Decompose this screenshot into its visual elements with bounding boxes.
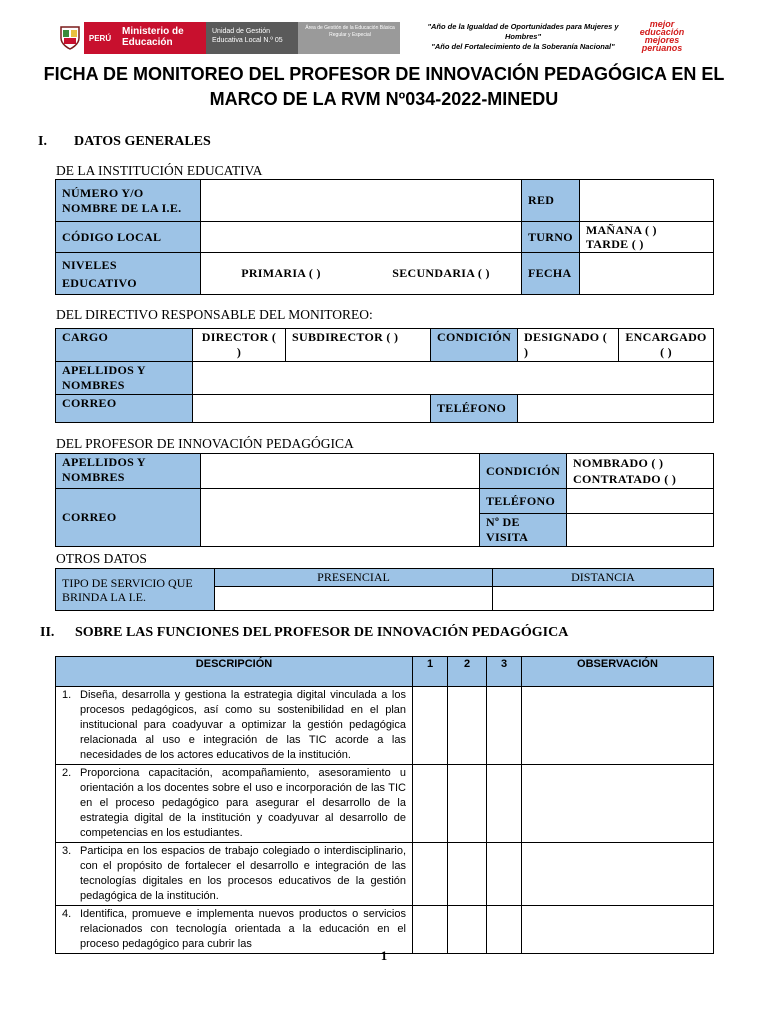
- item-1-score-1[interactable]: [413, 687, 448, 765]
- item-1-observacion[interactable]: [522, 687, 714, 765]
- profesor-table: [55, 453, 714, 547]
- function-item-4: [56, 906, 413, 954]
- nivel-primaria[interactable]: PRIMARIA ( ): [241, 266, 321, 280]
- prof-apellidos-label: APELLIDOS Y NOMBRES: [56, 454, 201, 489]
- table-row: [56, 765, 714, 843]
- item-2-score-2[interactable]: [448, 765, 487, 843]
- ie-codigo-value[interactable]: [201, 222, 522, 253]
- ugel-label: Unidad de Gestión Educativa Local N.º 05: [206, 22, 298, 54]
- ie-fecha-label: FECHA: [522, 253, 580, 295]
- function-item-3: [56, 843, 413, 906]
- dir-correo-label: CORREO: [56, 395, 193, 423]
- section2-number: II.: [40, 625, 55, 640]
- item-2-score-3[interactable]: [487, 765, 522, 843]
- ie-codigo-label: CÓDIGO LOCAL: [56, 222, 201, 253]
- ie-red-value[interactable]: [579, 180, 713, 222]
- ie-numero-value[interactable]: [201, 180, 522, 222]
- col-observacion-header: OBSERVACIÓN: [522, 657, 714, 687]
- col-1-header: 1: [413, 657, 448, 687]
- prof-nombrado-option[interactable]: NOMBRADO ( ): [573, 456, 664, 470]
- dir-cargo-label: CARGO: [56, 329, 193, 362]
- ie-niveles-options: [201, 253, 522, 295]
- col-descripcion-header: DESCRIPCIÓN: [56, 657, 413, 687]
- function-item-2: [56, 765, 413, 843]
- prof-telefono-label: TELÉFONO: [480, 489, 567, 514]
- table-row: [56, 906, 714, 954]
- item-number: 3.: [62, 845, 72, 857]
- item-text: Proporciona capacitación, acompañamiento, asesoramiento u orientación a los docentes sobre el uso e incorporación de las TIC en el proceso pedagógico para asegurar el desarrollo de la estrategia digital de la institución y coadyuvar al desarrollo de competencias en los estudiantes.: [80, 767, 406, 839]
- item-text: Participa en los espacios de trabajo colegiado o interdisciplinario, con el propósito de fortalecer el desarrollo e integración de las tecnologías digitales en los procesos educativos de la gestión pedagógica de la institución.: [80, 845, 406, 902]
- otros-distancia-label: DISTANCIA: [493, 569, 714, 587]
- ie-turno-label: TURNO: [522, 222, 580, 253]
- item-number: 2.: [62, 767, 72, 779]
- document-title: FICHA DE MONITOREO DEL PROFESOR DE INNOVACIÓN PEDAGÓGICA EN EL MARCO DE LA RVM Nº034-2022-MINEDU: [43, 64, 725, 109]
- col-2-header: 2: [448, 657, 487, 687]
- item-3-score-2[interactable]: [448, 843, 487, 906]
- prof-condicion-label: CONDICIÓN: [480, 454, 567, 489]
- item-2-score-1[interactable]: [413, 765, 448, 843]
- prof-telefono-value[interactable]: [567, 489, 714, 514]
- table-row: [56, 687, 714, 765]
- prof-visita-value[interactable]: [567, 514, 714, 547]
- prof-apellidos-value[interactable]: [201, 454, 480, 489]
- item-number: 1.: [62, 689, 72, 701]
- ie-numero-label: NÚMERO Y/O NOMBRE DE LA I.E.: [56, 180, 201, 222]
- item-4-score-1[interactable]: [413, 906, 448, 954]
- ie-niveles-label: NIVELES EDUCATIVO: [56, 253, 201, 295]
- otros-heading: OTROS DATOS: [56, 551, 147, 566]
- dir-apellidos-label: APELLIDOS Y NOMBRES: [56, 362, 193, 395]
- dir-apellidos-value[interactable]: [193, 362, 714, 395]
- col-3-header: 3: [487, 657, 522, 687]
- directivo-table: [55, 328, 714, 423]
- item-4-score-3[interactable]: [487, 906, 522, 954]
- nivel-secundaria[interactable]: SECUNDARIA ( ): [392, 266, 490, 280]
- year-motto: [418, 22, 628, 52]
- dir-condicion-label: CONDICIÓN: [431, 329, 518, 362]
- item-text: Identifica, promueve e implementa nuevos productos o servicios relacionados con tecnología orientada a la educación en el proceso pedagógico para cubrir las: [80, 908, 406, 950]
- dir-telefono-value[interactable]: [518, 395, 714, 423]
- dir-subdirector-option[interactable]: SUBDIRECTOR ( ): [286, 329, 431, 362]
- ie-turno-options: [579, 222, 713, 253]
- item-3-observacion[interactable]: [522, 843, 714, 906]
- item-4-score-2[interactable]: [448, 906, 487, 954]
- item-2-observacion[interactable]: [522, 765, 714, 843]
- peru-label: PERÚ: [84, 22, 116, 54]
- prof-correo-value[interactable]: [201, 489, 480, 547]
- item-1-score-3[interactable]: [487, 687, 522, 765]
- otros-table: [55, 568, 714, 611]
- profesor-heading: DEL PROFESOR DE INNOVACIÓN PEDAGÓGICA: [56, 436, 354, 451]
- table-row: [56, 843, 714, 906]
- section1-title: DATOS GENERALES: [74, 134, 211, 149]
- item-3-score-3[interactable]: [487, 843, 522, 906]
- directivo-heading: DEL DIRECTIVO RESPONSABLE DEL MONITOREO:: [56, 307, 373, 322]
- dir-designado-option[interactable]: DESIGNADO ( ): [518, 329, 619, 362]
- turno-manana[interactable]: MAÑANA ( ): [585, 223, 657, 237]
- year-motto-line1: "Año de la Igualdad de Oportunidades para Mujeres y Hombres": [427, 22, 619, 41]
- section1-number: I.: [38, 134, 47, 149]
- dir-telefono-label: TELÉFONO: [431, 395, 518, 423]
- functions-table: [55, 656, 714, 954]
- otros-presencial-value[interactable]: [215, 587, 493, 611]
- prof-correo-label: CORREO: [56, 489, 201, 547]
- slogan-logo: mejor educación mejores peruanos: [639, 19, 685, 53]
- item-text: Diseña, desarrolla y gestiona la estrategia digital vinculada a los procesos pedagógicos, así como su sostenibilidad en el plan institucional para coadyuvar a optimizar la gestión pedagógica relacionada al uso e integración de las TIC acorde a las necesidades de los actores educativos de la institución.: [80, 689, 406, 761]
- ie-heading: DE LA INSTITUCIÓN EDUCATIVA: [56, 163, 263, 178]
- page-number: 1: [380, 948, 388, 963]
- item-4-observacion[interactable]: [522, 906, 714, 954]
- item-number: 4.: [62, 908, 72, 920]
- dir-correo-value[interactable]: [193, 395, 431, 423]
- item-3-score-1[interactable]: [413, 843, 448, 906]
- turno-tarde[interactable]: TARDE ( ): [585, 237, 644, 251]
- otros-presencial-label: PRESENCIAL: [215, 569, 493, 587]
- otros-distancia-value[interactable]: [493, 587, 714, 611]
- section2-title: SOBRE LAS FUNCIONES DEL PROFESOR DE INNOVACIÓN PEDAGÓGICA: [75, 625, 569, 640]
- area-label: Área de Gestión de la Educación Básica Regular y Especial: [298, 22, 400, 54]
- otros-tipo-label: TIPO DE SERVICIO QUE BRINDA LA I.E.: [56, 569, 215, 611]
- ie-fecha-value[interactable]: [579, 253, 713, 295]
- prof-contratado-option[interactable]: CONTRATADO ( ): [573, 472, 677, 486]
- ie-red-label: RED: [522, 180, 580, 222]
- dir-encargado-option[interactable]: ENCARGADO ( ): [619, 329, 714, 362]
- header-logo-bar: [56, 22, 400, 54]
- function-item-1: [56, 687, 413, 765]
- dir-director-option[interactable]: DIRECTOR ( ): [193, 329, 286, 362]
- prof-visita-label: Nº DE VISITA: [480, 514, 567, 547]
- coat-of-arms-icon: [56, 22, 84, 54]
- prof-condicion-options: [567, 454, 714, 489]
- ministry-label: Ministerio de Educación: [116, 22, 206, 54]
- ie-table: [55, 179, 714, 295]
- year-motto-line2: "Año del Fortalecimiento de la Soberanía Nacional": [431, 42, 615, 51]
- item-1-score-2[interactable]: [448, 687, 487, 765]
